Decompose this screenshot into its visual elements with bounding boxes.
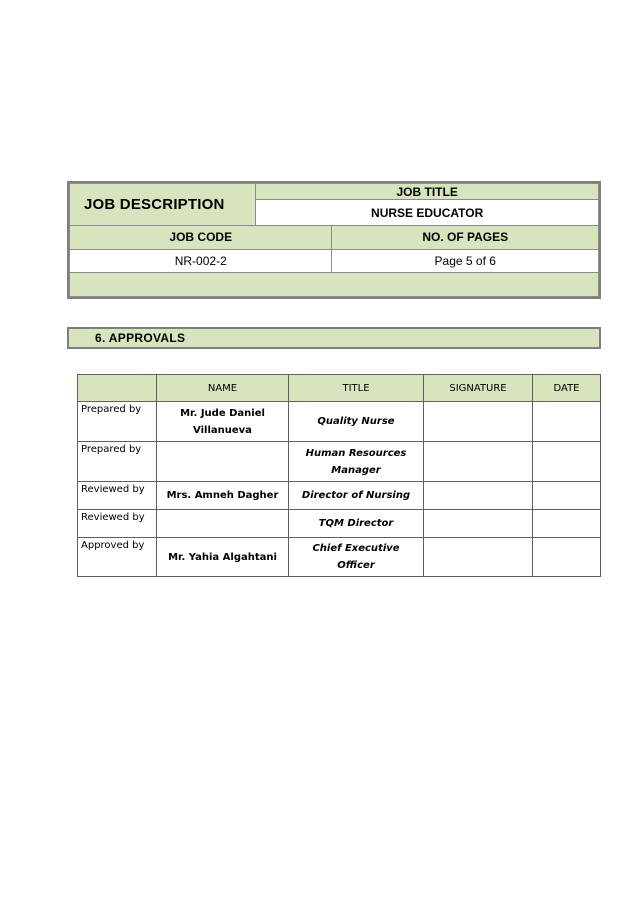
row-signature[interactable] xyxy=(424,482,533,510)
approvals-section-title: 6. APPROVALS xyxy=(67,327,601,349)
table-row xyxy=(78,510,601,538)
row-role: Prepared by xyxy=(78,442,157,482)
pages-label: NO. OF PAGES xyxy=(332,226,599,249)
col-header-date: DATE xyxy=(533,375,601,402)
row-role: Approved by xyxy=(78,538,157,577)
table-row xyxy=(78,538,601,577)
row-name xyxy=(157,442,289,482)
col-header-title: TITLE xyxy=(289,375,424,402)
row-title: Chief Executive Officer xyxy=(289,538,424,577)
row-role: Prepared by xyxy=(78,402,157,442)
row-date[interactable] xyxy=(533,442,601,482)
header-footer-band xyxy=(70,272,599,296)
table-row xyxy=(78,442,601,482)
row-date[interactable] xyxy=(533,510,601,538)
row-signature[interactable] xyxy=(424,510,533,538)
job-header-table xyxy=(69,183,599,297)
row-name: Mrs. Amneh Dagher xyxy=(157,482,289,510)
row-signature[interactable] xyxy=(424,538,533,577)
row-title: Human Resources Manager xyxy=(289,442,424,482)
job-description-label: JOB DESCRIPTION xyxy=(70,184,256,226)
row-date[interactable] xyxy=(533,402,601,442)
col-header-name: NAME xyxy=(157,375,289,402)
row-date[interactable] xyxy=(533,538,601,577)
row-role: Reviewed by xyxy=(78,482,157,510)
job-code-value: NR-002-2 xyxy=(70,249,332,272)
row-signature[interactable] xyxy=(424,402,533,442)
row-title: Director of Nursing xyxy=(289,482,424,510)
row-name: Mr. Jude Daniel Villanueva xyxy=(157,402,289,442)
row-title: TQM Director xyxy=(289,510,424,538)
row-role: Reviewed by xyxy=(78,510,157,538)
row-signature[interactable] xyxy=(424,442,533,482)
row-date[interactable] xyxy=(533,482,601,510)
table-row xyxy=(78,482,601,510)
job-title-label: JOB TITLE xyxy=(256,184,599,200)
table-row xyxy=(78,402,601,442)
approvals-table xyxy=(77,374,601,577)
col-header-signature: SIGNATURE xyxy=(424,375,533,402)
col-header-role xyxy=(78,375,157,402)
job-title-value: NURSE EDUCATOR xyxy=(256,200,599,226)
pages-value: Page 5 of 6 xyxy=(332,249,599,272)
job-code-label: JOB CODE xyxy=(70,226,332,249)
row-title: Quality Nurse xyxy=(289,402,424,442)
row-name xyxy=(157,510,289,538)
row-name: Mr. Yahia Algahtani xyxy=(157,538,289,577)
job-header xyxy=(67,181,601,299)
